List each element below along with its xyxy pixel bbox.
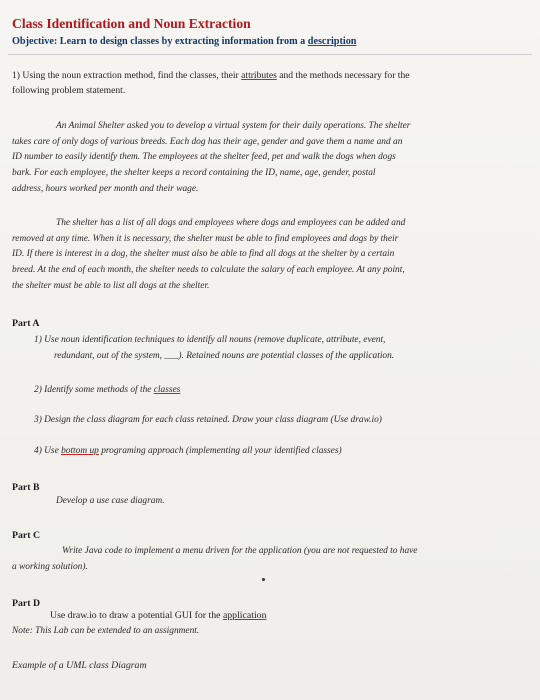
- para2-line: The shelter has a list of all dogs and employees where dogs and employees can be added and: [56, 218, 406, 228]
- part-c-heading: Part C: [12, 530, 41, 541]
- part-d-text: Use draw.io to draw a potential GUI for the: [50, 610, 223, 621]
- para1-line: bark. For each employee, the shelter keeps a record containing the ID, name, age, gender, postal: [12, 168, 376, 179]
- part-d-note: Note: This Lab can be extended to an assignment.: [12, 626, 200, 636]
- problem-paragraph-1: [12, 119, 522, 198]
- page-title: Class Identification and Noun Extraction: [12, 16, 251, 31]
- para1-line: address, hours worked per month and their wage.: [12, 183, 199, 194]
- part-b-text: Develop a use case diagram.: [56, 496, 165, 506]
- question-intro-attributes: attributes: [241, 70, 277, 81]
- para2-line: the shelter must be able to list all dogs at the shelter.: [12, 280, 210, 291]
- problem-paragraph-2: [12, 216, 522, 295]
- para1-line: takes care of only dogs of various breeds. Each dog has their age, gender and gave them a name and an: [12, 136, 403, 147]
- header-divider: [8, 54, 532, 55]
- part-a-item-3: 3) Design the class diagram for each class retained. Draw your class diagram (Use draw.io): [34, 415, 382, 425]
- stray-dot-mark: [262, 578, 265, 581]
- part-a-item-2: [34, 383, 180, 399]
- part-a-heading: Part A: [12, 318, 40, 329]
- part-a-item-2-text: 2) Identify some methods of the: [34, 385, 154, 395]
- para1-line: An Animal Shelter asked you to develop a virtual system for their daily operations. The shelter: [56, 121, 411, 131]
- objective-text: Objective: Learn to design classes by extracting information from a: [12, 36, 308, 47]
- part-a-item-4-bottom-up: bottom up: [61, 446, 99, 456]
- part-a-item-4-text-b: programing approach (implementing all your identified classes): [98, 446, 342, 456]
- part-d-heading: Part D: [12, 598, 41, 609]
- part-d-application: application: [222, 610, 267, 621]
- para1-line: ID number to easily identify them. The employees at the shelter feed, pet and walk the dogs when dogs: [12, 152, 396, 163]
- part-a-item-1-line1: 1) Use noun identification techniques to identify all nouns (remove duplicate, attribute, event,: [34, 335, 386, 345]
- part-b-heading: Part B: [12, 482, 40, 493]
- part-c-line2: a working solution).: [12, 561, 88, 572]
- question-intro-line2: following problem statement.: [12, 84, 126, 96]
- para2-line: ID. If there is interest in a dog, the shelter must also be able to find all dogs at the shelter by a certain: [12, 249, 395, 260]
- question-intro-text-a: 1) Using the noun extraction method, find the classes, their: [12, 70, 242, 81]
- part-c-line1: Write Java code to implement a menu driven for the application (you are not requested to have: [62, 546, 418, 556]
- part-a-item-4: [34, 444, 342, 460]
- question-intro: [12, 69, 410, 98]
- part-d-line1: [50, 609, 266, 624]
- part-a-item-4-text-a: 4) Use: [34, 446, 62, 456]
- uml-example-caption: Example of a UML class Diagram: [12, 660, 147, 671]
- part-a-item-2-classes: classes: [153, 385, 181, 395]
- question-intro-text-b: and the methods necessary for the: [276, 70, 410, 81]
- objective-line: [12, 36, 356, 47]
- para2-line: removed at any time. When it is necessary, the shelter must be able to find employees and dogs by their: [12, 233, 399, 244]
- part-a-item-1: [34, 332, 514, 364]
- part-a-item-1-line2: redundant, out of the system, ___). Retained nouns are potential classes of the application.: [54, 351, 395, 361]
- part-c-text: [12, 544, 532, 575]
- para2-line: breed. At the end of each month, the shelter needs to calculate the salary of each employee. At any point,: [12, 265, 405, 276]
- objective-link: description: [307, 36, 357, 47]
